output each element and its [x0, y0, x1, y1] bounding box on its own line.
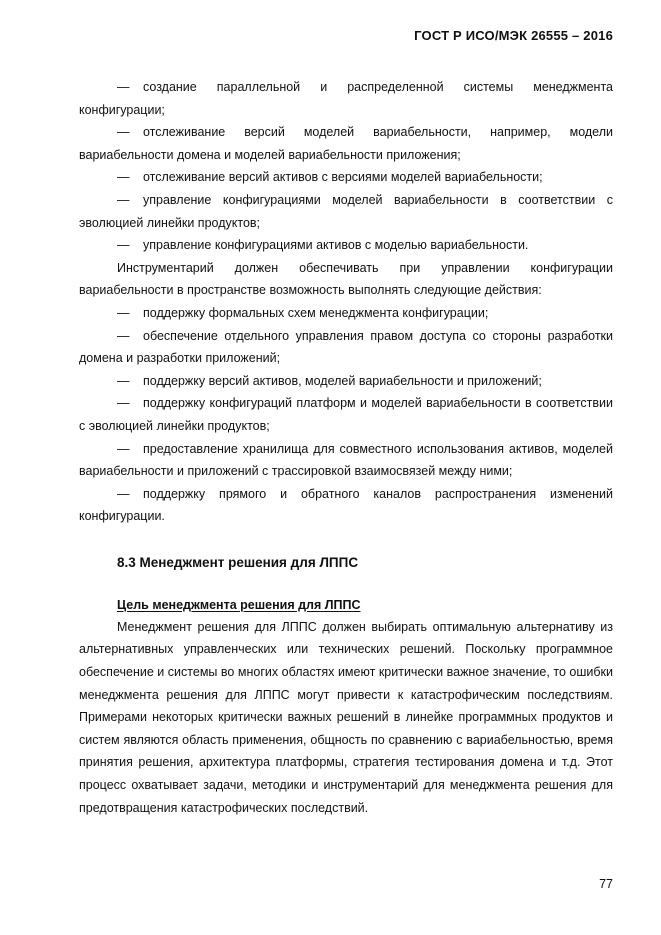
- list-item: [79, 76, 613, 121]
- subsection-heading: Цель менеджмента решения для ЛППС: [117, 597, 361, 612]
- list-item-text: отслеживание версий моделей вариабельности, например, модели вариабельности домена и моделей вариабельности приложения;: [79, 125, 613, 162]
- list-item-text: отслеживание версий активов с версиями моделей вариабельности;: [143, 170, 543, 185]
- list-item-text: создание параллельной и распределенной системы менеджмента конфигурации;: [79, 80, 613, 117]
- list-dash: —: [117, 125, 130, 140]
- list-tool-actions: [79, 302, 613, 528]
- list-configuration-tasks: [79, 76, 613, 257]
- list-item: [79, 483, 613, 528]
- list-item: [79, 166, 613, 189]
- list-item: [79, 302, 613, 325]
- list-dash: —: [117, 441, 130, 456]
- paragraph-decision-management: Менеджмент решения для ЛППС должен выбирать оптимальную альтернативу из альтернативных управленческих или технических решений. Поскольку программное обеспечение и системы во многих областях имеют критически важное значение, то ошибки менеджмента решения для ЛППС могут привести к катастрофическим последствиям. Примерами некоторых критически важных решений в линейке программных продуктов и систем являются область применения, общность по сравнению с вариабельностью, время принятия решения, архитектура платформы, стратегия тестирования домена и т.д. Этот процесс охватывает задачи, методики и инструментарий для менеджмента решения для предотвращения катастрофических последствий.: [79, 619, 613, 815]
- list-item-text: поддержку конфигураций платформ и моделей вариабельности в соответствии с эволюцией линейки продуктов;: [79, 396, 613, 433]
- list-item: [79, 438, 613, 483]
- list-item: [79, 189, 613, 234]
- list-dash: —: [117, 80, 130, 94]
- list-item: [79, 325, 613, 370]
- document-header: ГОСТ Р ИСО/МЭК 26555 – 2016: [414, 28, 613, 43]
- page-body: [79, 76, 613, 819]
- list-item-text: поддержку версий активов, моделей вариабельности и приложений;: [143, 373, 542, 388]
- list-dash: —: [117, 373, 130, 388]
- list-dash: —: [117, 328, 130, 343]
- list-item-text: поддержку прямого и обратного каналов распространения изменений конфигурации.: [79, 486, 613, 524]
- list-dash: —: [117, 238, 130, 253]
- page-number: 77: [599, 877, 613, 891]
- section-heading: 8.3 Менеджмент решения для ЛППС: [117, 554, 359, 570]
- list-dash: —: [117, 192, 130, 207]
- paragraph-tools-intro: Инструментарий должен обеспечивать при управлении конфигурации вариабельности в пространстве возможность выполнять следующие действия:: [79, 260, 613, 298]
- list-item: [79, 392, 613, 437]
- list-item: [79, 234, 613, 257]
- list-item-text: обеспечение отдельного управления правом доступа со стороны разработки домена и разработки приложений;: [79, 328, 613, 366]
- list-dash: —: [117, 396, 130, 411]
- list-item-text: управление конфигурациями моделей вариабельности в соответствии с эволюцией линейки продуктов;: [79, 192, 613, 230]
- list-item: [79, 370, 613, 393]
- list-item-text: предоставление хранилища для совместного использования активов, моделей вариабельности и приложений с трассировкой взаимосвязей между ними;: [79, 441, 613, 479]
- list-dash: —: [117, 305, 130, 320]
- list-item-text: поддержку формальных схем менеджмента конфигурации;: [143, 305, 489, 320]
- list-item-text: управление конфигурациями активов с моделью вариабельности.: [143, 238, 529, 253]
- list-dash: —: [117, 486, 130, 501]
- list-dash: —: [117, 170, 130, 185]
- list-item: [79, 121, 613, 166]
